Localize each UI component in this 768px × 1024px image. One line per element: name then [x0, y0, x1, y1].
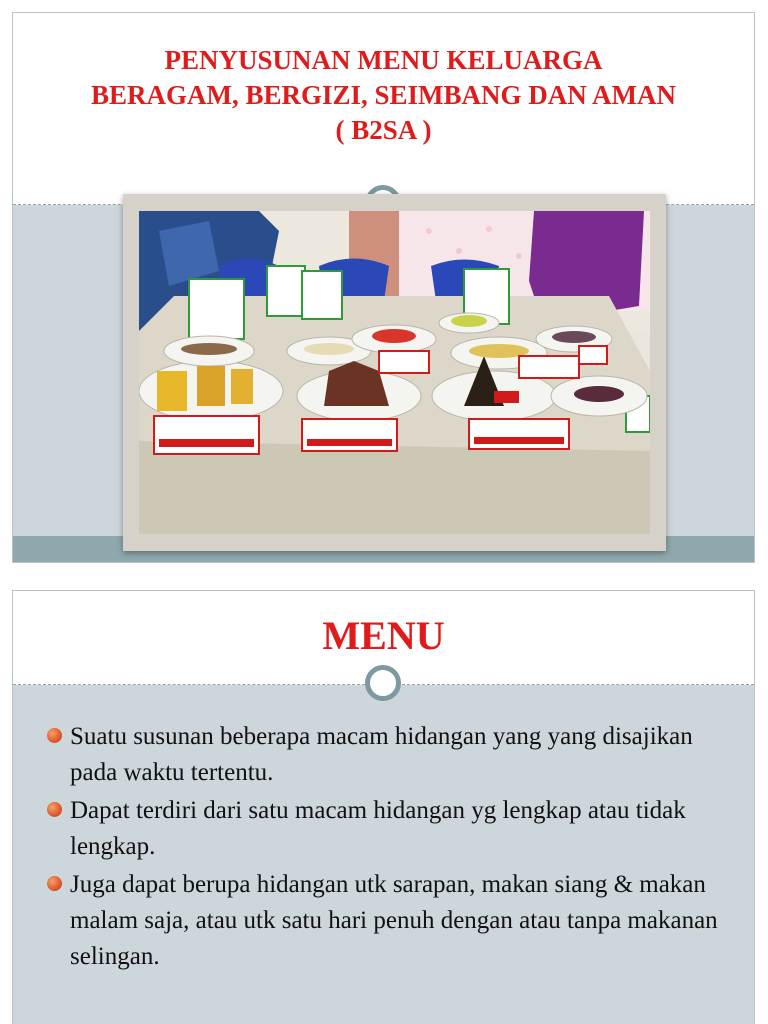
slide-2: [12, 590, 755, 1024]
bullet-dot-icon: [47, 802, 62, 817]
bullet-text: Dapat terdiri dari satu macam hidangan yg lengkap atau tidak lengkap.: [70, 797, 686, 860]
slide-1-title: [13, 43, 754, 148]
list-item: [47, 719, 737, 791]
list-item: [47, 793, 737, 865]
slide-1-title-line-3: ( B2SA ): [335, 115, 432, 145]
bullet-list: [47, 719, 737, 977]
food-display-photo-icon: [139, 211, 650, 534]
list-item: [47, 867, 737, 975]
slide-1-title-line-2: BERAGAM, BERGIZI, SEIMBANG DAN AMAN: [90, 80, 677, 110]
bullet-text: Suatu susunan beberapa macam hidangan yang yang disajikan pada waktu tertentu.: [70, 723, 693, 786]
food-display-photo: [139, 211, 650, 534]
bullet-text: Juga dapat berupa hidangan utk sarapan, makan siang & makan malam saja, atau utk satu hari penuh dengan atau tanpa makanan selingan.: [70, 871, 718, 970]
slide-1: [12, 12, 755, 563]
bullet-dot-icon: [47, 728, 62, 743]
slide-2-circle-icon: [365, 665, 401, 701]
bullet-dot-icon: [47, 876, 62, 891]
photo-frame: [123, 194, 666, 551]
slide-1-title-line-1: PENYUSUNAN MENU KELUARGA: [164, 45, 603, 75]
slide-2-title: MENU: [322, 613, 445, 658]
